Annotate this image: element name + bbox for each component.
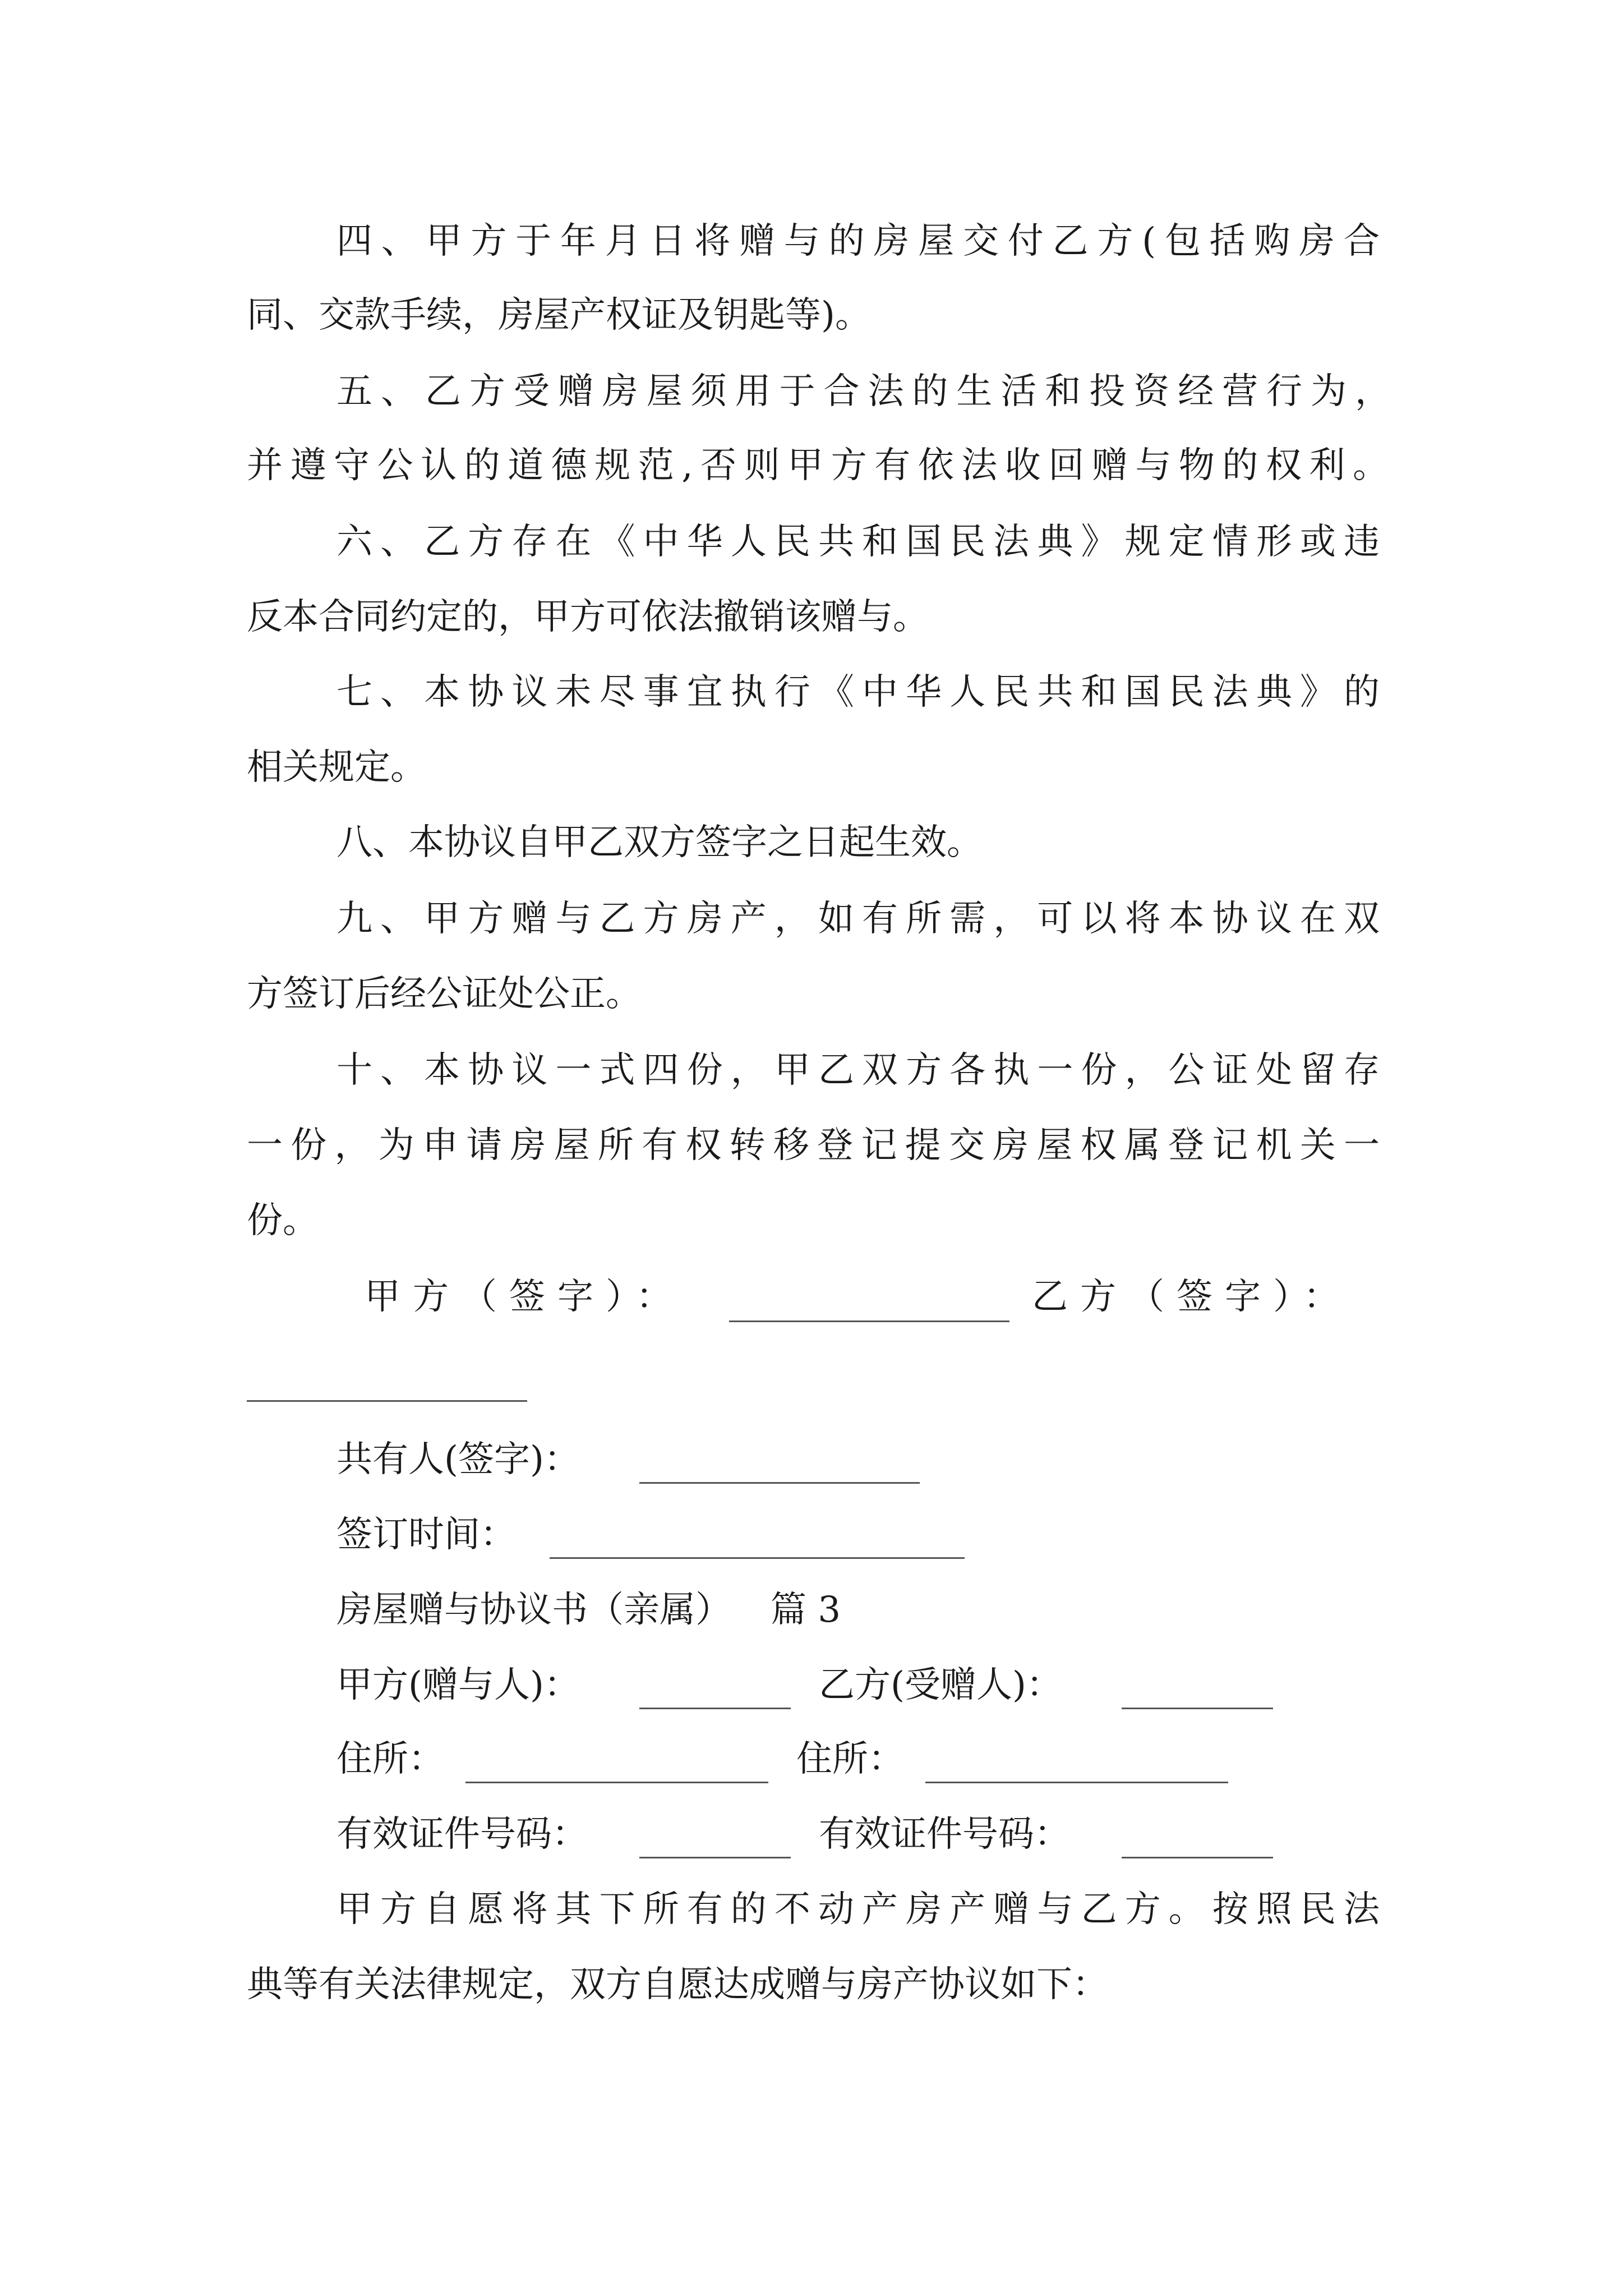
clause-9-line-2: 方签订后经公证处公正。 — [247, 973, 642, 1015]
co-owner-signature-field[interactable] — [639, 1451, 920, 1484]
clause-6-line-2: 反本合同约定的，甲方可依法撤销该赠与。 — [247, 596, 929, 638]
clause-10-line-2: 一份，为申请房屋所有权转移登记提交房屋权属登记机关一 — [247, 1125, 1380, 1166]
donor-field[interactable] — [639, 1676, 791, 1709]
clause-8-line-1: 八、本协议自甲乙双方签字之日起生效。 — [336, 822, 983, 863]
residence-a-label: 住所： — [336, 1738, 444, 1780]
id-number-b-label: 有效证件号码： — [819, 1814, 1070, 1855]
party-b-signature-label: 乙方（签字）： — [1032, 1276, 1352, 1318]
residence-a-field[interactable] — [465, 1750, 768, 1783]
section-3-title — [336, 1588, 841, 1632]
sign-date-label: 签订时间： — [336, 1514, 516, 1556]
section-3-intro-line-1: 甲方自愿将其下所有的不动产房产赠与乙方。按照民法 — [336, 1889, 1380, 1930]
residence-b-label: 住所： — [796, 1738, 904, 1780]
clause-5-line-2: 并遵守公认的道德规范,否则甲方有依法收回赠与物的权利。 — [247, 445, 1389, 486]
clause-9-line-1: 九、甲方赠与乙方房产，如有所需，可以将本协议在双 — [336, 898, 1380, 940]
section-3-title-suffix: 篇 3 — [771, 1589, 841, 1631]
donor-label: 甲方(赠与人)： — [336, 1664, 580, 1706]
residence-b-field[interactable] — [925, 1750, 1228, 1783]
party-a-signature-label: 甲方（签字）： — [365, 1276, 684, 1318]
id-number-a-field[interactable] — [639, 1825, 791, 1858]
donee-label: 乙方(受赠人)： — [819, 1664, 1062, 1706]
clause-7-line-2: 相关规定。 — [247, 747, 426, 788]
id-number-b-field[interactable] — [1122, 1825, 1273, 1858]
section-3-intro-line-2: 典等有关法律规定，双方自愿达成赠与房产协议如下： — [247, 1964, 1108, 2005]
clause-10-line-3: 份。 — [247, 1200, 319, 1241]
donee-field[interactable] — [1122, 1676, 1273, 1709]
clause-4-line-1: 四、甲方于年月日将赠与的房屋交付乙方(包括购房合 — [336, 220, 1380, 262]
clause-7-line-1: 七、本协议未尽事宜执行《中华人民共和国民法典》的 — [336, 671, 1380, 713]
sign-date-field[interactable] — [550, 1526, 965, 1559]
co-owner-signature-label: 共有人(签字)： — [336, 1439, 580, 1480]
section-3-title-text: 房屋赠与协议书（亲属） — [336, 1589, 731, 1631]
id-number-a-label: 有效证件号码： — [336, 1814, 588, 1855]
clause-5-line-1: 五、乙方受赠房屋须用于合法的生活和投资经营行为， — [336, 371, 1391, 412]
clause-4-line-2: 同、交款手续，房屋产权证及钥匙等)。 — [247, 295, 871, 336]
clause-10-line-1: 十、本协议一式四份，甲乙双方各执一份，公证处留存 — [336, 1050, 1380, 1091]
party-a-signature-field[interactable] — [729, 1289, 1009, 1322]
party-b-signature-field[interactable] — [247, 1369, 527, 1402]
clause-6-line-1: 六、乙方存在《中华人民共和国民法典》规定情形或违 — [336, 521, 1380, 563]
